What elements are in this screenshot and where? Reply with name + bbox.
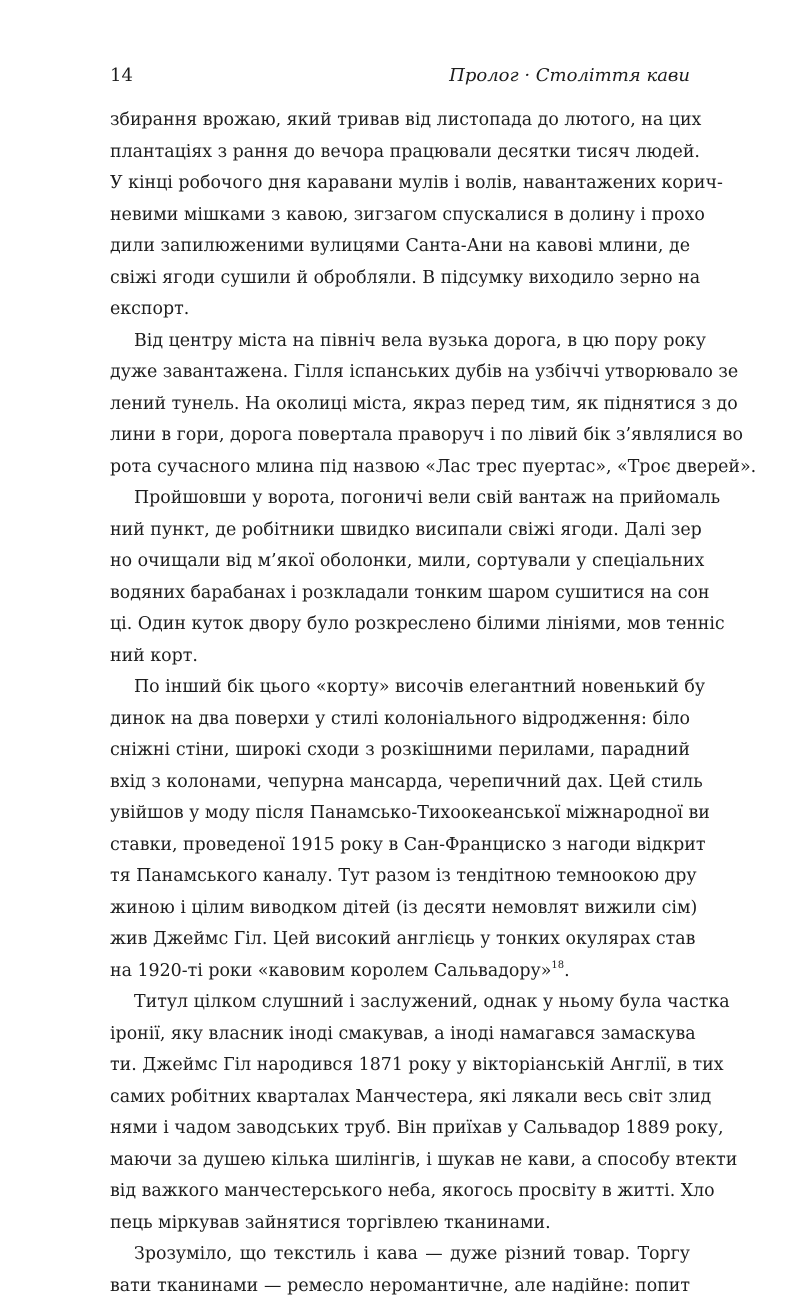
text-line: Від центру міста на північ вела вузька дорога, в цю пору року — [110, 326, 690, 358]
text-line: тя Панамського каналу. Тут разом із тендітною темноокою дру — [110, 861, 690, 893]
text-line: самих робітних кварталах Манчестера, які лякали весь світ злид — [110, 1082, 690, 1114]
text-line: Пройшовши у ворота, погоничі вели свій вантаж на прийомаль — [110, 483, 690, 515]
footnote-marker[interactable]: 18 — [551, 960, 564, 971]
text-line: Титул цілком слушний і заслужений, однак у ньому була частка — [110, 987, 690, 1019]
text-line: маючи за душею кілька шилінгів, і шукав не кави, а способу втекти — [110, 1145, 690, 1177]
text-line: Зрозуміло, що текстиль і кава — дуже різний товар. Торгу — [110, 1239, 690, 1271]
text-line: ний корт. — [110, 641, 690, 673]
text-line: вати тканинами — ремесло неромантичне, але надійне: попит — [110, 1271, 690, 1302]
text-line-with-footnote — [110, 956, 690, 988]
text-line: на 1920-ті роки «кавовим королем Сальвадору» — [110, 961, 551, 981]
text-line: ці. Один куток двору було розкреслено білими лініями, мов тенніс — [110, 609, 690, 641]
text-line: іронії, яку власник іноді смакував, а іноді намагався замаскува — [110, 1019, 690, 1051]
text-line: свіжі ягоди сушили й обробляли. В підсумку виходило зерно на — [110, 263, 690, 295]
text-line: ний пункт, де робітники швидко висипали свіжі ягоди. Далі зер — [110, 515, 690, 547]
text-line: По інший бік цього «корту» височів елегантний новенький бу — [110, 672, 690, 704]
text-line: но очищали від м’якої оболонки, мили, сортували у спеціальних — [110, 546, 690, 578]
text-line: дуже завантажена. Гілля іспанських дубів на узбіччі утворювало зе — [110, 357, 690, 389]
text-line: плантаціях з рання до вечора працювали десятки тисяч людей. — [110, 137, 690, 169]
text-line: У кінці робочого дня каравани мулів і волів, навантажених корич- — [110, 168, 690, 200]
text-line: водяних барабанах і розкладали тонким шаром сушитися на сон — [110, 578, 690, 610]
text-line: від важкого манчестерського неба, якогось просвіту в житті. Хло — [110, 1176, 690, 1208]
text-line: експорт. — [110, 294, 690, 326]
text-line: динок на два поверхи у стилі колоніального відродження: біло — [110, 704, 690, 736]
text-line: нями і чадом заводських труб. Він приїхав у Сальвадор 1889 року, — [110, 1113, 690, 1145]
footnote-tail: . — [564, 961, 570, 981]
text-line: дили запилюженими вулицями Санта-Ани на кавові млини, де — [110, 231, 690, 263]
running-title: Пролог · Століття кави — [449, 62, 690, 90]
text-line: лини в гори, дорога повертала праворуч і по лівий бік з’являлися во — [110, 420, 690, 452]
text-line: рота сучасного млина під назвою «Лас трес пуертас», «Троє дверей». — [110, 452, 690, 484]
text-line: невими мішками з кавою, зигзагом спускалися в долину і прохо — [110, 200, 690, 232]
text-line: ти. Джеймс Гіл народився 1871 року у вікторіанській Англії, в тих — [110, 1050, 690, 1082]
page-number: 14 — [110, 62, 133, 90]
text-line: увійшов у моду після Панамсько-Тихоокеанської міжнародної ви — [110, 798, 690, 830]
text-line: жив Джеймс Гіл. Цей високий англієць у тонких окулярах став — [110, 924, 690, 956]
text-line: збирання врожаю, який тривав від листопада до лютого, на цих — [110, 105, 690, 137]
running-head — [110, 62, 690, 90]
text-line: лений тунель. На околиці міста, якраз перед тим, як піднятися з до — [110, 389, 690, 421]
text-line: вхід з колонами, чепурна мансарда, черепичний дах. Цей стиль — [110, 767, 690, 799]
text-line: жиною і цілим виводком дітей (із десяти немовлят вижили сім) — [110, 893, 690, 925]
text-line: пець міркував зайнятися торгівлею тканинами. — [110, 1208, 690, 1240]
body-text — [110, 105, 690, 1302]
text-line: ставки, проведеної 1915 року в Сан-Франциско з нагоди відкрит — [110, 830, 690, 862]
text-line: сніжні стіни, широкі сходи з розкішними перилами, парадний — [110, 735, 690, 767]
